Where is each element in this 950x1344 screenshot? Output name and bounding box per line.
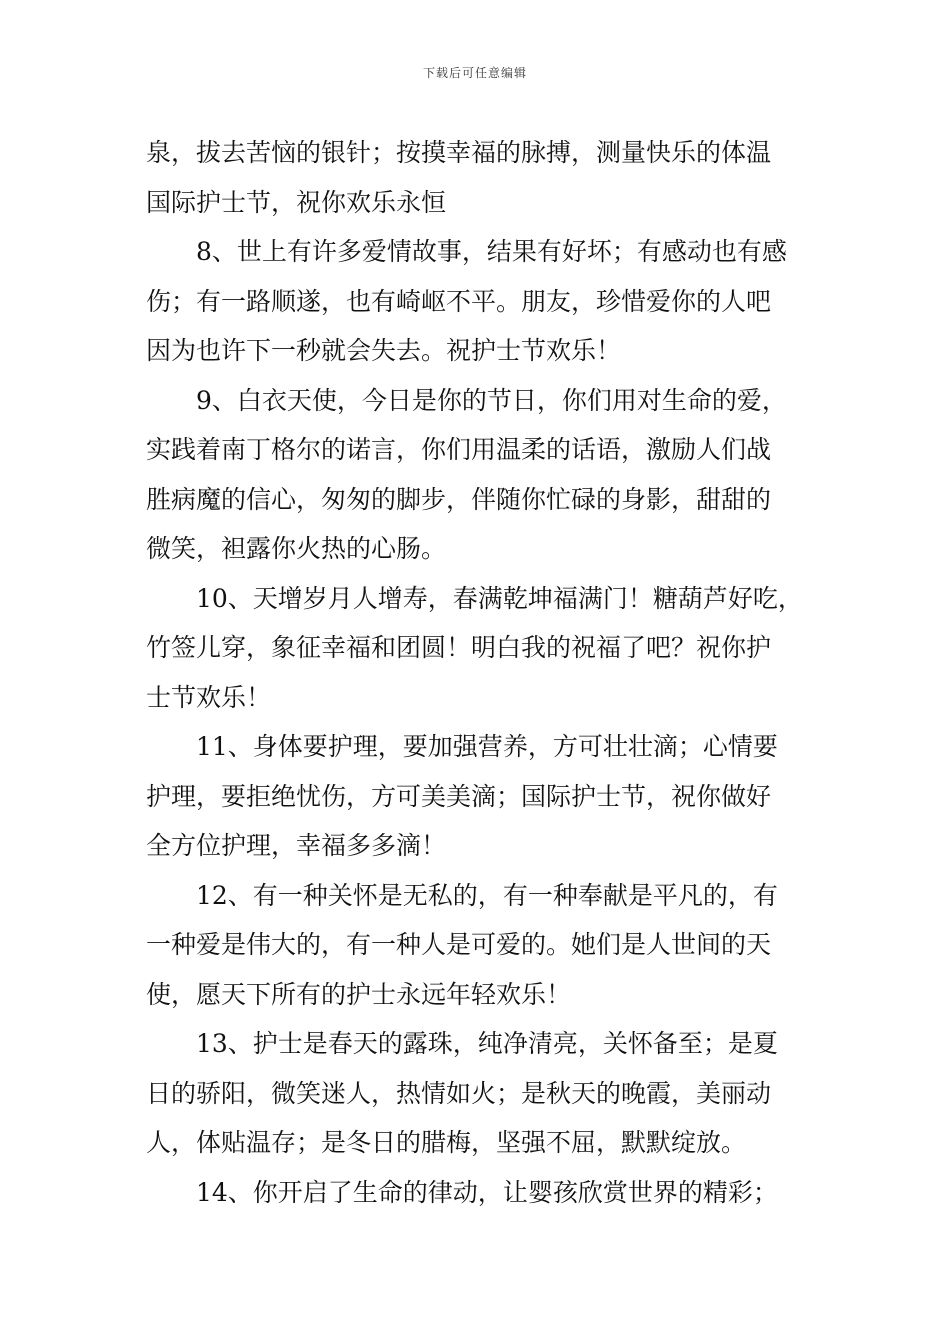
text-line: 胜病魔的信心，匆匆的脚步，伴随你忙碌的身影，甜甜的: [146, 484, 772, 514]
text-line: 因为也许下一秒就会失去。祝护士节欢乐！: [146, 336, 622, 365]
text-line: 泉，拔去苦恼的银针；按摸幸福的脉搏，测量快乐的体温: [146, 138, 772, 167]
text-line: 一种爱是伟大的，有一种人是可爱的。她们是人世间的天: [146, 930, 772, 959]
paragraph-first-line: 12、有一种关怀是无私的，有一种奉献是平凡的，有: [196, 880, 778, 910]
text-line: 竹签儿穿，象征幸福和团圆！明白我的祝福了吧？祝你护: [146, 633, 772, 662]
paragraph-first-line: 11、身体要护理，要加强营养，方可壮壮滴；心情要: [196, 732, 778, 761]
document-body: [146, 128, 816, 1217]
text-line: 日的骄阳，微笑迷人，热情如火；是秋天的晚霞，美丽动: [146, 1078, 772, 1108]
text-line: 实践着南丁格尔的诺言，你们用温柔的话语，激励人们战: [146, 435, 772, 464]
page-header: 下载后可任意编辑: [422, 66, 527, 80]
paragraph-first-line: 10、天增岁月人增寿，春满乾坤福满门！糖葫芦好吃，: [196, 583, 803, 613]
text-line: 全方位护理，幸福多多滴！: [146, 831, 447, 860]
text-line: 微笑，袒露你火热的心肠。: [146, 534, 447, 563]
text-line: 使，愿天下所有的护士永远年轻欢乐！: [146, 979, 572, 1009]
paragraph-first-line: 9、白衣天使，今日是你的节日，你们用对生命的爱，: [196, 385, 787, 415]
text-line: 护理，要拒绝忧伤，方可美美滴；国际护士节，祝你做好: [146, 781, 772, 811]
text-line: 士节欢乐！: [146, 682, 272, 712]
text-line: 伤；有一路顺遂，也有崎岖不平。朋友，珍惜爱你的人吧: [146, 286, 772, 316]
paragraph-first-line: 13、护士是春天的露珠，纯净清亮，关怀备至；是夏: [196, 1029, 778, 1058]
text-line: 人，体贴温存；是冬日的腊梅，坚强不屈，默默绽放。: [146, 1128, 747, 1157]
paragraph-first-line: 8、世上有许多爱情故事，结果有好坏；有感动也有感: [196, 237, 787, 266]
text-line: 国际护士节，祝你欢乐永恒: [146, 187, 447, 217]
paragraph-first-line: 14、你开启了生命的律动，让婴孩欣赏世界的精彩；: [196, 1177, 778, 1207]
